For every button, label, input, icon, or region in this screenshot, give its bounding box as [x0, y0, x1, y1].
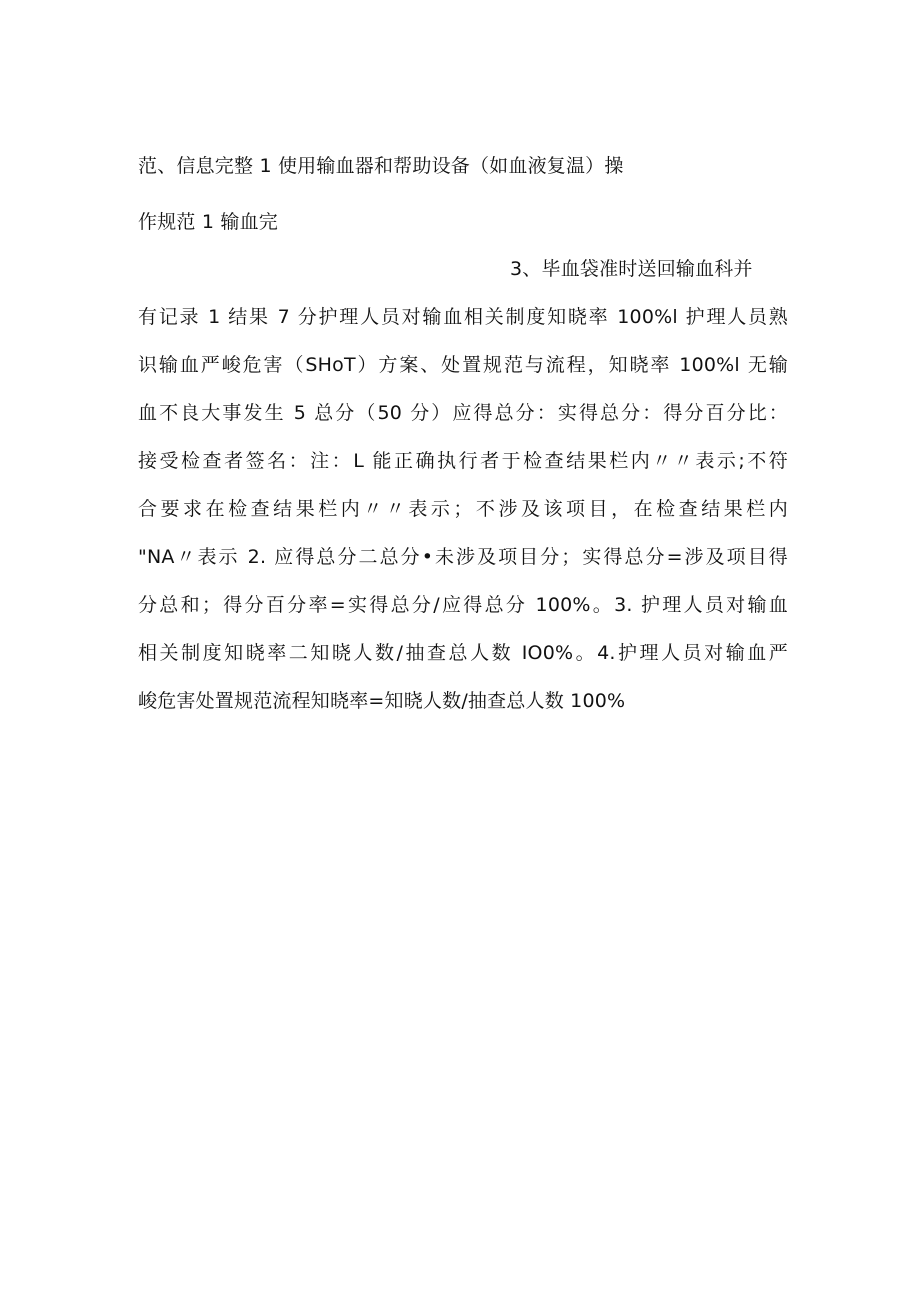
- text-line-5: 识输血严峻危害（SHoT）方案、处置规范与流程，知晓率 100%l 无输: [138, 354, 788, 376]
- text-line-4: 有记录 1 结果 7 分护理人员对输血相关制度知晓率 100%l 护理人员熟: [138, 306, 788, 328]
- text-line-6: 血不良大事发生 5 总分（50 分）应得总分：实得总分：得分百分比：: [138, 402, 788, 424]
- text-line-11: 相关制度知晓率二知晓人数/抽查总人数 IO0%。4.护理人员对输血严: [138, 642, 788, 664]
- text-line-3: 3、毕血袋准时送回输血科并: [510, 258, 753, 280]
- text-line-1: 范、信息完整 1 使用输血器和帮助设备（如血液复温）操: [138, 155, 624, 177]
- text-line-8: 合要求在检查结果栏内〃〃表示；不涉及该项目，在检查结果栏内: [138, 498, 788, 520]
- text-line-9: "NA〃表示 2. 应得总分二总分•未涉及项目分；实得总分=涉及项目得: [138, 546, 788, 568]
- text-line-10: 分总和；得分百分率=实得总分/应得总分 100%。3. 护理人员对输血: [138, 594, 788, 616]
- text-line-2: 作规范 1 输血完: [138, 211, 278, 233]
- text-line-12: 峻危害处置规范流程知晓率=知晓人数/抽查总人数 100%: [138, 690, 626, 712]
- text-line-7: 接受检查者签名：注：L 能正确执行者于检查结果栏内〃〃表示;不符: [138, 450, 788, 472]
